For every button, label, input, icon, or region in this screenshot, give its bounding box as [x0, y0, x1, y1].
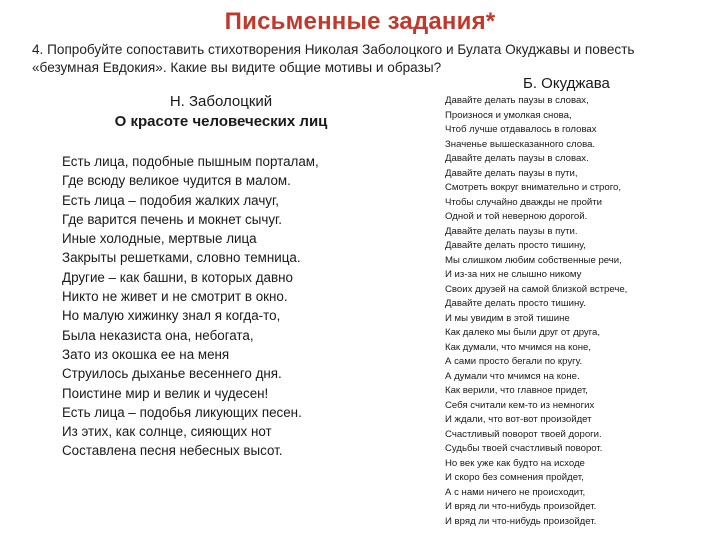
poem-line: Есть лица, подобные пышным порталам, [62, 154, 319, 169]
poem-line: Другие – как башни, в которых давно [62, 269, 293, 285]
poem-line: Составлена песня небесных высот. [62, 443, 283, 459]
poem-line: Иные холодные, мертвые лица [62, 231, 257, 247]
poem-line: И вряд ли что-нибудь произойдет. [445, 515, 597, 527]
poem-line: Одной и той неверною дорогой. [445, 211, 588, 222]
poem-line: Как верили, что главное придет, [445, 385, 588, 396]
poem-line: Поистине мир и велик и чудесен! [62, 385, 269, 401]
zabolotsky-poem [62, 92, 362, 461]
poem-line: Но малую хижинку знал я когда-то, [62, 308, 281, 324]
poem-line: Произнося и умолкая снова, [445, 109, 572, 121]
poem-title: О красоте человеческих лиц [114, 113, 328, 130]
poem-line: Закрыты решетками, словно темница. [62, 250, 301, 266]
poem-line: Где варится печень и мокнет сычуг. [62, 211, 283, 227]
poem-line: Мы слишком любим собственные речи, [445, 254, 622, 266]
poem-line: Давайте делать паузы в словах, [445, 95, 589, 106]
poem-line: Была неказиста она, небогата, [62, 327, 254, 343]
poem-line: И ждали, что вот-вот произойдет [445, 414, 592, 425]
poem-line: Давайте делать паузы в пути, [445, 167, 578, 179]
poem-line: Давайте делать просто тишину, [445, 240, 586, 251]
poem-line: А сами просто бегали по кругу. [445, 356, 583, 367]
poem-line: Счастливый поворот твоей дороги. [445, 428, 602, 440]
poem-line: Значенье вышесказанного слова. [445, 138, 596, 150]
poem-line: Как думали, что мчимся на коне, [445, 341, 592, 353]
poem-line: Есть лица – подобья ликующих песен. [62, 404, 302, 420]
poem-author: Н. Заболоцкий [169, 93, 273, 110]
poem-line: Давайте делать паузы в пути. [445, 225, 578, 237]
question-text: 4. Попробуйте сопоставить стихотворения Николая Заболоцкого и Булата Окуджавы и повесть «безумная Евдокия». Какие вы видите общие мотивы и образы? [32, 42, 635, 75]
poem-line: И мы увидим в этой тишине [445, 312, 570, 324]
poem-line: А думали что мчимся на коне. [445, 370, 580, 382]
poem-line: Давайте делать просто тишину. [445, 298, 586, 309]
poem-line: Зато из окошка ее на меня [62, 346, 230, 362]
poem-line: А с нами ничего не происходит, [445, 486, 586, 498]
poem-line: Но век уже как будто на исходе [445, 457, 585, 469]
poem-line: Смотреть вокруг внимательно и строго, [445, 182, 622, 193]
okudzhava-poem [445, 75, 715, 529]
poem-line: Из этих, как солнце, сияющих нот [62, 424, 272, 440]
poem-line: Никто не живет и не смотрит в окно. [62, 289, 288, 305]
poem-author: Б. Окуджава [523, 75, 610, 92]
poem-line: Чтоб лучше отдавалось в головах [445, 124, 597, 135]
poem-line: Себя считали кем-то из немногих [445, 399, 595, 411]
poem-line: Давайте делать паузы в словах. [445, 153, 589, 164]
poem-line: Есть лица – подобия жалких лачуг, [62, 192, 279, 208]
slide-title: Письменные задания* [224, 8, 496, 35]
poem-line: Чтобы случайно дважды не пройти [445, 196, 603, 208]
poem-line: Своих друзей на самой близкой встрече, [445, 283, 628, 295]
poem-line: И скоро без сомнения пройдет, [445, 472, 584, 483]
poem-line: И вряд ли что-нибудь произойдет. [445, 501, 597, 512]
poem-lines [62, 152, 362, 461]
poem-line: Струилось дыханье весеннего дня. [62, 366, 282, 382]
poem-line: Судьбы твоей счастливый поворот. [445, 443, 603, 454]
poem-line: Где всюду великое чудится в малом. [62, 173, 291, 189]
poem-line: Как далеко мы были друг от друга, [445, 327, 601, 338]
poem-lines [445, 94, 715, 529]
poem-line: И из-за них не слышно никому [445, 269, 582, 280]
